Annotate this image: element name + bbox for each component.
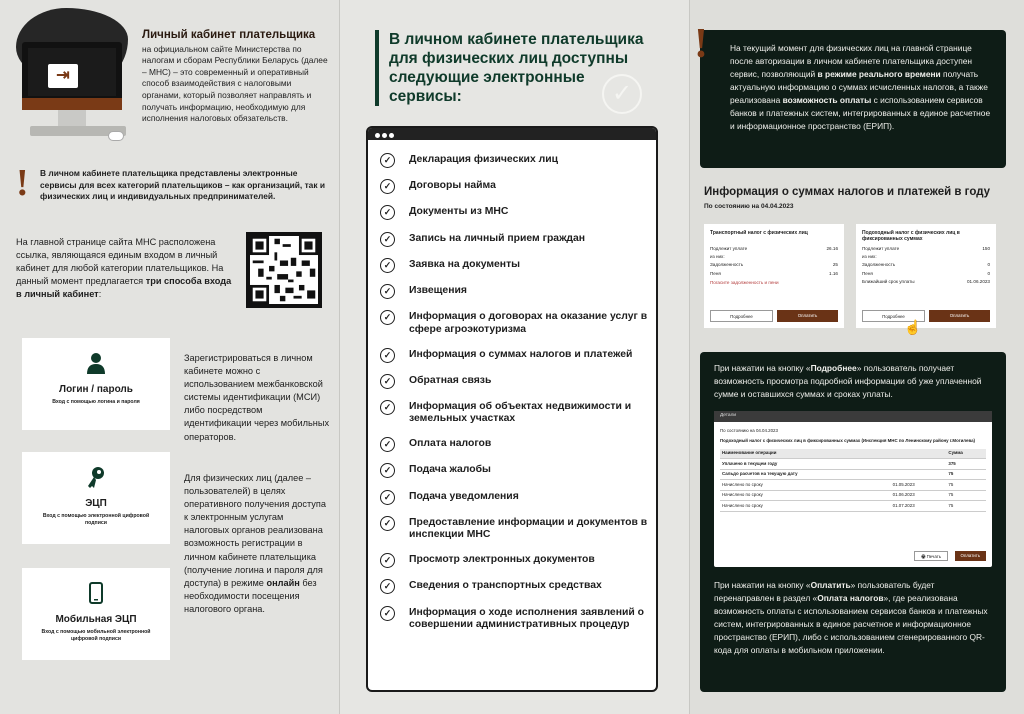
tax-row-label: Подлежит уплате: [710, 246, 748, 251]
left-panel: [0, 0, 340, 714]
details-header: Подоходный налог с физических лиц в фиксированных суммах (Инспекция МНС по Ленинскому району г.Могилева): [720, 438, 976, 443]
services-list: [368, 140, 656, 632]
table-cell: 01.05.2023: [891, 480, 947, 491]
service-item[interactable]: [380, 580, 656, 594]
right-panel: [690, 0, 1024, 714]
check-icon: ✓: [380, 437, 395, 452]
service-label: Подача жалобы: [409, 464, 491, 476]
window-dot-icon: [382, 133, 387, 138]
taxes-info-date: По состоянию на 04.04.2023: [704, 203, 794, 210]
debt-warning: Погасите задолженность и пени: [710, 279, 779, 285]
table-cell: Сальдо расчетов на текущую дату: [720, 469, 891, 480]
tax-row: [710, 262, 838, 268]
table-cell: 75: [946, 469, 986, 480]
realtime-info-box: [700, 30, 1006, 168]
services-title: В личном кабинете плательщика для физических лиц доступны следующие электронные сервисы:: [375, 30, 645, 106]
intro-title: Личный кабинет плательщика: [142, 29, 316, 41]
tax-row-value: 01.06.2023: [967, 278, 990, 284]
check-icon: ✓: [380, 400, 395, 415]
entry-link-end: :: [98, 289, 102, 299]
checkmark-deco-icon: ✓: [602, 74, 642, 114]
login-card-title: Логин / пароль: [59, 384, 133, 395]
check-icon: ✓: [380, 258, 395, 273]
service-label: Извещения: [409, 284, 467, 296]
intro-block: [142, 30, 332, 125]
table-cell: 75: [946, 480, 986, 491]
tax-row-label: Пеня: [710, 270, 721, 276]
service-label: Информация о договорах на оказание услуг в сфере агроэкотуризма: [409, 311, 648, 335]
service-label: Декларация физических лиц: [409, 154, 558, 165]
box2-bold-details: Подробнее: [810, 363, 857, 373]
tax-row-value: 150: [982, 246, 990, 251]
online-registration-text: [184, 472, 330, 616]
entry-link-bold: три способа входа в личный кабинет: [16, 276, 232, 299]
service-item[interactable]: [380, 491, 656, 505]
table-row: [720, 459, 986, 470]
check-icon: ✓: [380, 284, 395, 299]
monitor-stand: [58, 110, 86, 126]
table-cell: Уплачено в текущем году: [720, 459, 891, 470]
mouse-icon: [108, 131, 124, 141]
service-label: Обратная связь: [409, 374, 492, 386]
middle-panel: [340, 0, 690, 714]
table-cell: 375: [946, 459, 986, 470]
service-item[interactable]: [380, 438, 656, 452]
service-item[interactable]: [380, 154, 656, 168]
check-icon: ✓: [380, 606, 395, 621]
tax-row-value: 1.16: [829, 270, 838, 276]
login-password-card[interactable]: [22, 338, 170, 430]
service-label: Документы из МНС: [409, 206, 509, 218]
service-item[interactable]: [380, 206, 656, 220]
check-icon: ✓: [380, 553, 395, 568]
pay-button[interactable]: Оплатить: [929, 310, 990, 322]
table-cell: Начислено по сроку: [720, 480, 891, 491]
mobile-ecp-card-subtitle: Вход с помощью мобильной электронной цифровой подписи: [41, 629, 151, 642]
check-icon: ✓: [380, 153, 395, 168]
box3-text-c: » пользователь будет перенаправлен в раздел «: [714, 580, 935, 603]
check-icon: ✓: [380, 232, 395, 247]
transport-tax-card: [704, 224, 844, 328]
service-label: Информация о ходе исполнения заявлений о совершении административных процедур: [409, 606, 644, 631]
table-row: [720, 469, 986, 480]
service-item[interactable]: [380, 311, 656, 336]
check-icon: ✓: [380, 205, 395, 220]
details-screenshot: [714, 411, 992, 567]
check-icon: ✓: [380, 516, 395, 531]
check-icon: ✓: [380, 463, 395, 478]
box1-bold-realtime: в режиме реального времени: [817, 69, 941, 79]
tax-row-value: 0: [987, 262, 990, 268]
service-item[interactable]: [380, 285, 656, 299]
table-cell: [891, 469, 947, 480]
tax-row-label: Пеня: [862, 270, 873, 276]
online-registration-body: Для физических лиц (далее – пользователей) в целях оперативного получения доступа к электронным услугам налоговых органов реализована возможность регистрации в личном кабинете плательщика (получение логина и пароля для доступа) в режиме: [184, 473, 326, 588]
details-table: [720, 449, 986, 512]
service-label: Предоставление информации и документов в инспекции МНС: [409, 516, 648, 541]
service-item[interactable]: [380, 375, 656, 389]
tax-row: [862, 254, 990, 260]
check-icon: ✓: [380, 348, 395, 363]
table-cell: 75: [946, 490, 986, 501]
box3-text-d: », где реализована возможность оплаты с использованием сервисов банков и платежных систем, интегрированных в единое расчетное и информационное пространство (ЕРИП), либо с использованием сгенерированного QR-кода для оплаты в мобильном приложении.: [714, 593, 988, 655]
mobile-ecp-card-title: Мобильная ЭЦП: [55, 614, 137, 625]
tax-row-label: Ближайший срок уплаты: [862, 278, 915, 284]
service-item[interactable]: [380, 180, 656, 194]
phone-icon: [22, 582, 170, 608]
online-registration-end: без необходимости посещения налогового органа.: [184, 577, 317, 614]
tax-row: [862, 262, 990, 268]
pay-button[interactable]: Оплатить: [955, 551, 986, 561]
service-item[interactable]: [380, 554, 656, 568]
details-button[interactable]: Подробнее: [862, 310, 925, 322]
table-row: [720, 490, 986, 501]
person-icon: [22, 352, 170, 378]
service-label: Информация о суммах налогов и платежей: [409, 348, 633, 360]
print-button[interactable]: 🖶 Печать: [914, 551, 948, 561]
check-icon: ✓: [380, 579, 395, 594]
tax-row-label: Подлежит уплате: [862, 246, 900, 251]
table-cell: Начислено по сроку: [720, 490, 891, 501]
service-label: Информация об объектах недвижимости и земельных участках: [409, 400, 632, 425]
table-cell: 01.07.2023: [891, 501, 947, 512]
qr-code[interactable]: [246, 232, 322, 308]
tax-row: [862, 271, 990, 277]
categories-note: В личном кабинете плательщика представлены электронные сервисы для всех категорий плательщиков – как организаций, так и физических лиц и индивидуальных предпринимателей.: [40, 168, 326, 201]
box3-text-a: При нажатии на кнопку «: [714, 580, 811, 590]
payment-explanation: [714, 579, 992, 657]
services-window: [366, 126, 658, 692]
login-arrow-icon: ⇥: [48, 64, 78, 88]
income-tax-card: [856, 224, 996, 335]
transport-tax-header: Транспортный налог с физических лиц: [710, 230, 808, 236]
entry-link-text: [16, 236, 238, 301]
tax-row: [862, 246, 990, 252]
box3-bold-pay: Оплатить: [810, 580, 851, 590]
entry-link-body: На главной странице сайта МНС расположена ссылка, являющаяся единым входом в личный кабинет для любой категории плательщиков. На данный момент предлагается: [16, 237, 224, 286]
tax-row-label: из них:: [710, 254, 725, 260]
table-cell: 75: [946, 501, 986, 512]
ecp-card-title: ЭЦП: [85, 498, 107, 509]
window-dot-icon: [389, 133, 394, 138]
service-item[interactable]: [380, 607, 656, 632]
box1-text-d: с использованием сервисов банков и платежных систем, интегрированных в единое расчетное и информационное пространство (ЕРИП).: [730, 95, 991, 131]
income-tax-header: Подоходный налог с физических лиц в фиксированных суммах: [862, 230, 960, 243]
ecp-card-subtitle: Вход с помощью электронной цифровой подписи: [42, 513, 150, 526]
check-icon: ✓: [380, 310, 395, 325]
service-label: Заявка на документы: [409, 258, 521, 270]
online-bold: онлайн: [266, 577, 300, 588]
tax-row-label: Задолженность: [710, 262, 744, 268]
box2-text-c: » пользователь получает возможность просмотра подробной информации об уже уплаченной сумме и оставшихся суммах и сроках уплаты.: [714, 363, 982, 399]
pay-button[interactable]: Оплатить: [777, 310, 838, 322]
details-explanation: [714, 362, 992, 401]
service-label: Подача уведомления: [409, 490, 519, 502]
service-label: Запись на личный прием граждан: [409, 232, 586, 244]
table-row: [720, 501, 986, 512]
tax-row-value: 25: [832, 262, 838, 268]
service-label: Сведения о транспортных средствах: [409, 580, 602, 592]
col-sum: Сумма: [946, 449, 986, 459]
service-item[interactable]: [380, 464, 656, 478]
box2-text-a: При нажатии на кнопку «: [714, 363, 811, 373]
taxes-info-title: Информация о суммах налогов и платежей в году: [704, 186, 991, 198]
service-label: Оплата налогов: [409, 438, 492, 450]
table-cell: [891, 459, 947, 470]
service-label: Просмотр электронных документов: [409, 554, 595, 566]
tax-row-value: 0: [987, 270, 990, 276]
qr-code-image: [250, 236, 318, 304]
tax-row: [710, 271, 838, 277]
service-label: Договоры найма: [409, 180, 496, 192]
details-date: По состоянию на 04.04.2023: [720, 427, 778, 433]
box1-text-a: На текущий момент для физических лиц на главной странице после авторизации в личном кабинете плательщика доступен сервис, позволяющий: [730, 43, 973, 79]
tax-row-label: Задолженность: [862, 262, 896, 268]
window-dot-icon: [375, 133, 380, 138]
ecp-card[interactable]: [22, 452, 170, 544]
box1-text-c: получать актуальную информацию о суммах исчисленных налогов, а также реализована: [730, 69, 988, 105]
details-bar: Детали: [714, 411, 992, 422]
box1-bold-payment: возможность оплаты: [782, 95, 872, 105]
exclamation-icon: !: [16, 162, 29, 204]
login-card-subtitle: Вход с помощью логина и пароля: [52, 399, 140, 405]
check-icon: ✓: [380, 179, 395, 194]
tax-row-value: 26.16: [826, 246, 838, 251]
check-icon: ✓: [380, 490, 395, 505]
service-item[interactable]: [380, 517, 656, 542]
service-item[interactable]: [380, 233, 656, 247]
registration-text: Зарегистрироваться в личном кабинете можно с использованием межбанковской системы идентификации (МСИ) либо посредством идентификации через мобильных операторов.: [184, 353, 330, 442]
box3-bold-section: Оплата налогов: [817, 593, 884, 603]
window-titlebar: [368, 128, 656, 140]
check-icon: ✓: [380, 374, 395, 389]
service-item[interactable]: [380, 259, 656, 273]
exclamation-icon: !: [694, 21, 708, 67]
key-icon: [22, 466, 170, 492]
table-row: [720, 480, 986, 491]
service-item[interactable]: [380, 401, 656, 426]
mobile-ecp-card[interactable]: [22, 568, 170, 660]
details-button[interactable]: Подробнее: [710, 310, 773, 322]
service-item[interactable]: [380, 349, 656, 363]
table-cell: Начислено по сроку: [720, 501, 891, 512]
col-operation: Наименование операции: [720, 449, 891, 459]
hand-cursor-icon: ☝: [904, 318, 922, 335]
table-cell: 01.06.2023: [891, 490, 947, 501]
intro-text: на официальном сайте Министерства по налогам и сборам Республики Беларусь (далее – МНС) – это современный и оперативный способ взаимодействия с налоговыми органами, который позволяет направлять и получать информацию, необходимую для исполнения налоговых обязательств.: [142, 43, 328, 124]
tax-row: [710, 254, 838, 260]
details-payment-box: [700, 352, 1006, 692]
tax-row: [710, 246, 838, 252]
tax-row-label: из них:: [862, 254, 877, 260]
tax-row: [862, 279, 990, 285]
